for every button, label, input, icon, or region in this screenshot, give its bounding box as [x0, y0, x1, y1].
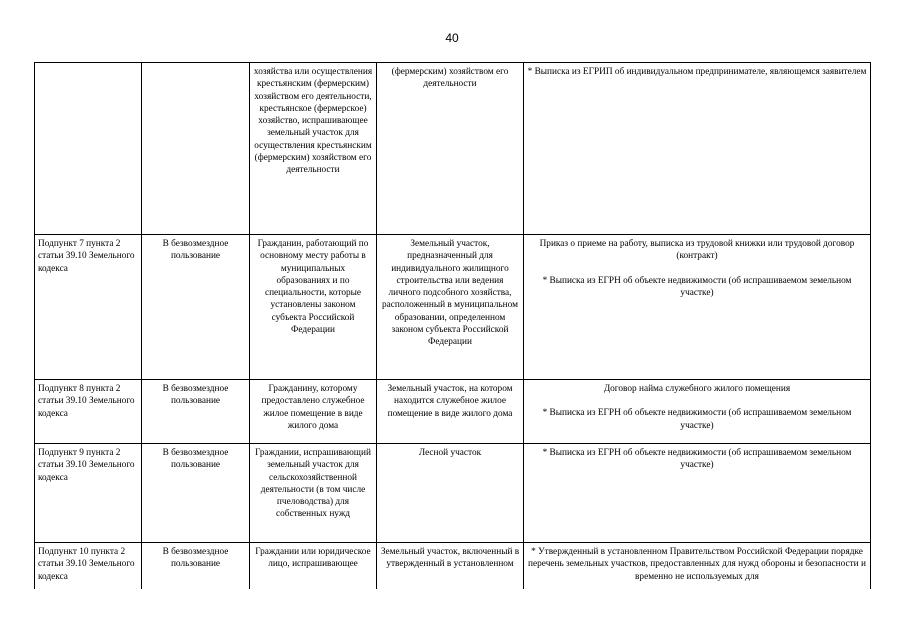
- basis-cell: Подпункт 8 пункта 2 статьи 39.10 Земельного кодекса: [35, 380, 142, 444]
- plot-cell: Земельный участок, на котором находится служебное жилое помещение в виде жилого дома: [377, 380, 524, 444]
- document-item: Приказ о приеме на работу, выписка из трудовой книжки или трудовой договор (контракт): [539, 239, 855, 262]
- page-number: 40: [445, 31, 459, 45]
- plot-cell: Лесной участок: [377, 444, 524, 543]
- basis-cell: Подпункт 10 пункта 2 статьи 39.10 Земельного кодекса: [35, 543, 142, 603]
- applicant-cell: Граждании или юридическое лицо, испрашивающее: [250, 543, 377, 603]
- documents-cell: [524, 444, 871, 543]
- documents-cell: [524, 63, 871, 235]
- document-item: * Выписка из ЕГРИП об индивидуальном предпринимателе, являющемся заявителем: [527, 67, 867, 77]
- documents-cell: [524, 380, 871, 444]
- document-item: * Выписка из ЕГРН об объекте недвижимости (об испрашиваемом земельном участке): [542, 448, 852, 471]
- plot-cell: (фермерским) хозяйством его деятельности: [377, 63, 524, 235]
- form-cell: В безвозмездное пользование: [142, 444, 250, 543]
- land-grant-table: [34, 62, 871, 603]
- form-cell: В безвозмездное пользование: [142, 380, 250, 444]
- table-row: [35, 235, 871, 380]
- page-bottom-margin: [0, 589, 904, 640]
- table-row: [35, 63, 871, 235]
- applicant-cell: хозяйства или осуществления крестьянским (фермерским) хозяйством его деятельности, крестьянское (фермерское) хозяйство, испрашивающее земельный участок для осуществления крестьянским (фермерским) хозяйством его деятельности: [250, 63, 377, 235]
- form-cell: [142, 63, 250, 235]
- form-cell: В безвозмездное пользование: [142, 543, 250, 603]
- document-item: * Выписка из ЕГРН об объекте недвижимости (об испрашиваемом земельном участке): [542, 408, 852, 431]
- documents-cell: [524, 235, 871, 380]
- document-item: * Утвержденный в установленном Правительством Российской Федерации порядке перечень земельных участков, предоставленных для нужд обороны и безопасности и временно не используемых для: [528, 547, 866, 582]
- applicant-cell: Граждании, испрашивающий земельный участок для сельскохозяйственной деятельности (в том числе пчеловодства) для собственных нужд: [250, 444, 377, 543]
- form-cell: В безвозмездное пользование: [142, 235, 250, 380]
- table-row: [35, 380, 871, 444]
- basis-cell: [35, 63, 142, 235]
- plot-cell: Земельный участок, включенный в утвержденный в установленном: [377, 543, 524, 603]
- document-item: * Выписка из ЕГРН об объекте недвижимости (об испрашиваемом земельном участке): [542, 275, 852, 298]
- applicant-cell: Гражданину, которому предоставлено служебное жилое помещение в виде жилого дома: [250, 380, 377, 444]
- plot-cell: Земельный участок, предназначенный для индивидуального жилищного строительства или ведения личного подсобного хозяйства, расположенный в муниципальном образовании, определенном законом субъекта Российской Федерации: [377, 235, 524, 380]
- basis-cell: Подпункт 9 пункта 2 статьи 39.10 Земельного кодекса: [35, 444, 142, 543]
- basis-cell: Подпункт 7 пункта 2 статьи 39.10 Земельного кодекса: [35, 235, 142, 380]
- document-item: Договор найма служебного жилого помещения: [603, 384, 791, 394]
- applicant-cell: Гражданин, работающий по основному месту работы в муниципальных образованиях и по специальности, которые установлены законом субъекта Российской Федерации: [250, 235, 377, 380]
- table-row: [35, 444, 871, 543]
